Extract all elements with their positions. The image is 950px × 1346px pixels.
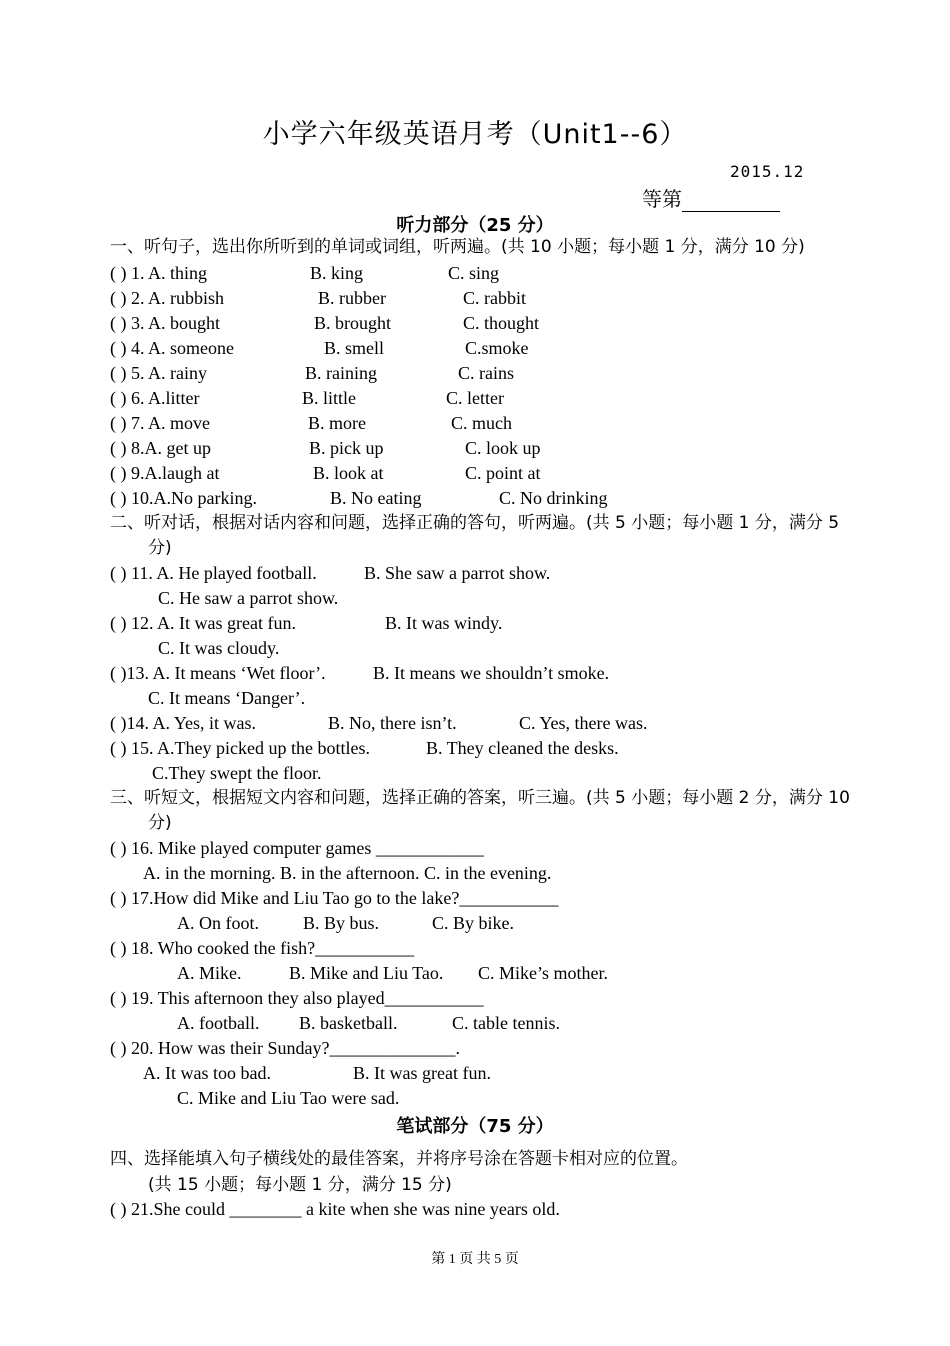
- q7-b: B. more: [308, 413, 366, 433]
- q19-c: C. table tennis.: [452, 1013, 560, 1033]
- q8-c: C. look up: [465, 438, 541, 458]
- q17-b: B. By bus.: [303, 913, 380, 933]
- part2-instruction-line2: 分): [148, 538, 172, 558]
- q3-c: C. thought: [463, 313, 540, 333]
- writing-heading: 笔试部分（75 分）: [396, 1116, 554, 1137]
- q1-b: B. king: [310, 263, 364, 283]
- q9-b: B. look at: [313, 463, 384, 483]
- part4-instruction-line1: 四、选择能填入句子横线处的最佳答案，并将序号涂在答题卡相对应的位置。: [110, 1149, 688, 1169]
- q10-a: ( ) 10.A.No parking.: [110, 488, 257, 508]
- q14-a: ( )14. A. Yes, it was.: [110, 713, 257, 733]
- q15-b: B. They cleaned the desks.: [426, 738, 619, 758]
- q5-c: C. rains: [458, 363, 514, 383]
- q9-c: C. point at: [465, 463, 541, 483]
- q17-a: A. On foot.: [177, 913, 259, 933]
- q16-options: A. in the morning. B. in the afternoon. C. in the evening.: [143, 863, 552, 883]
- q20-question: ( ) 20. How was their Sunday?______________.: [110, 1038, 460, 1058]
- q18-a: A. Mike.: [177, 963, 242, 983]
- q19-b: B. basketball.: [299, 1013, 398, 1033]
- q18-question: ( ) 18. Who cooked the fish?___________: [110, 938, 415, 958]
- q13-a: ( )13. A. It means ‘Wet floor’.: [110, 663, 326, 683]
- grade-blank[interactable]: [682, 191, 780, 212]
- grade-label: 等第: [642, 187, 682, 211]
- q2-a: ( ) 2. A. rubbish: [110, 288, 224, 308]
- q18-c: C. Mike’s mother.: [478, 963, 608, 983]
- part4-instruction-line2: (共 15 小题；每小题 1 分，满分 15 分): [148, 1175, 452, 1195]
- q1-a: ( ) 1. A. thing: [110, 263, 207, 283]
- q6-a: ( ) 6. A.litter: [110, 388, 200, 408]
- part3-instruction-line1: 三、听短文，根据短文内容和问题，选择正确的答案，听三遍。(共 5 小题；每小题 2 分，满分 10: [110, 788, 850, 808]
- part3-instruction-line2: 分): [148, 813, 172, 833]
- exam-date: 2015.12: [730, 162, 805, 181]
- q17-question: ( ) 17.How did Mike and Liu Tao go to the lake?___________: [110, 888, 559, 908]
- q13-c: C. It means ‘Danger’.: [148, 688, 306, 708]
- q20-c: C. Mike and Liu Tao were sad.: [177, 1088, 400, 1108]
- q15-c: C.They swept the floor.: [152, 763, 322, 783]
- q11-c: C. He saw a parrot show.: [158, 588, 339, 608]
- q3-b: B. brought: [314, 313, 392, 333]
- q6-c: C. letter: [446, 388, 504, 408]
- q12-a: ( ) 12. A. It was great fun.: [110, 613, 296, 633]
- q15-a: ( ) 15. A.They picked up the bottles.: [110, 738, 370, 758]
- page-footer: 第 1 页 共 5 页: [431, 1252, 519, 1267]
- q4-b: B. smell: [324, 338, 385, 358]
- part1-instruction: 一、听句子，选出你所听到的单词或词组，听两遍。(共 10 小题；每小题 1 分，满分 10 分): [110, 237, 805, 257]
- exam-title: 小学六年级英语月考（Unit1--6）: [262, 119, 688, 150]
- q17-c: C. By bike.: [432, 913, 515, 933]
- q10-b: B. No eating: [330, 488, 422, 508]
- part2-instruction-line1: 二、听对话，根据对话内容和问题，选择正确的答句，听两遍。(共 5 小题；每小题 1 分，满分 5: [110, 513, 840, 533]
- q8-b: B. pick up: [309, 438, 384, 458]
- q20-b: B. It was great fun.: [353, 1063, 491, 1083]
- q2-c: C. rabbit: [463, 288, 526, 308]
- q18-b: B. Mike and Liu Tao.: [289, 963, 444, 983]
- q11-b: B. She saw a parrot show.: [364, 563, 551, 583]
- q14-b: B. No, there isn’t.: [328, 713, 457, 733]
- q20-a: A. It was too bad.: [143, 1063, 271, 1083]
- q13-b: B. It means we shouldn’t smoke.: [373, 663, 610, 683]
- q4-c: C.smoke: [465, 338, 529, 358]
- q11-a: ( ) 11. A. He played football.: [110, 563, 317, 583]
- q7-c: C. much: [451, 413, 512, 433]
- q19-a: A. football.: [177, 1013, 260, 1033]
- q19-question: ( ) 19. This afternoon they also played___________: [110, 988, 484, 1008]
- q6-b: B. little: [302, 388, 356, 408]
- q12-b: B. It was windy.: [385, 613, 503, 633]
- q1-c: C. sing: [448, 263, 500, 283]
- q8-a: ( ) 8.A. get up: [110, 438, 211, 458]
- grade-field: [642, 183, 780, 212]
- q16-question: ( ) 16. Mike played computer games ____________: [110, 838, 484, 858]
- listening-heading: 听力部分（25 分）: [396, 215, 554, 236]
- q21-question: ( ) 21.She could ________ a kite when she was nine years old.: [110, 1199, 560, 1219]
- q7-a: ( ) 7. A. move: [110, 413, 210, 433]
- q10-c: C. No drinking: [499, 488, 608, 508]
- q4-a: ( ) 4. A. someone: [110, 338, 234, 358]
- q5-b: B. raining: [305, 363, 377, 383]
- q9-a: ( ) 9.A.laugh at: [110, 463, 220, 483]
- q12-c: C. It was cloudy.: [158, 638, 280, 658]
- q3-a: ( ) 3. A. bought: [110, 313, 220, 333]
- q2-b: B. rubber: [318, 288, 386, 308]
- q5-a: ( ) 5. A. rainy: [110, 363, 207, 383]
- q14-c: C. Yes, there was.: [519, 713, 648, 733]
